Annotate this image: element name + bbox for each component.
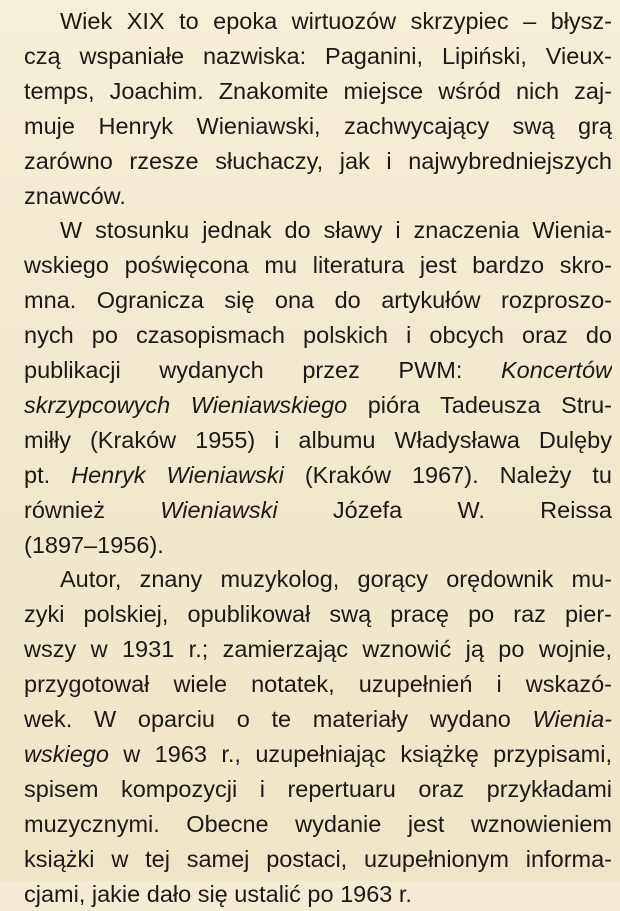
text-segment: wskiego poświęcona mu literatura jest bardzo skro-: [24, 252, 612, 279]
text-line: [24, 842, 612, 876]
text-line: [24, 807, 612, 841]
italic-title: wskiego: [24, 740, 109, 767]
text-line: [24, 493, 612, 527]
italic-title: skrzypcowych Wieniawskiego: [24, 391, 348, 418]
text-segment: znawców.: [24, 182, 126, 209]
text-segment: miłły (Kraków 1955) i albumu Władysława Dulęby: [24, 426, 612, 453]
text-segment: przygotował wiele notatek, uzupełnień i wskazó-: [24, 671, 612, 698]
text-line: [24, 213, 612, 247]
text-segment: nych po czasopismach polskich i obcych oraz do: [24, 322, 612, 349]
text-line: [24, 353, 612, 387]
text-segment: wszy w 1931 r.; zamierzając wznowić ją po wojnie,: [24, 636, 612, 663]
text-line: [24, 4, 612, 38]
text-segment: W stosunku jednak do sławy i znaczenia Wienia-: [60, 217, 612, 244]
text-segment: również: [24, 496, 161, 523]
text-segment: książki w tej samej postaci, uzupełnionym informa-: [24, 845, 612, 872]
text-line: [24, 109, 612, 143]
text-segment: pióra Tadeusza Stru-: [347, 391, 612, 418]
text-segment: muzycznymi. Obecne wydanie jest wznowieniem: [24, 810, 612, 837]
text-line: [24, 458, 612, 492]
italic-title: Wienia-: [532, 706, 612, 732]
text-line: [24, 877, 612, 911]
text-line: [24, 388, 612, 422]
italic-title: Henryk Wieniawski: [71, 461, 284, 488]
text-line: [24, 423, 612, 457]
text-segment: w 1963 r., uzupełniając książkę przypisami,: [108, 740, 612, 767]
text-line: [24, 562, 612, 596]
text-line: [24, 318, 612, 352]
text-line: [24, 702, 612, 736]
text-segment: (Kraków 1967). Należy tu: [283, 461, 612, 488]
text-line: [24, 737, 612, 771]
text-segment: wek. W oparciu o te materiały wydano: [24, 706, 533, 732]
text-segment: czą wspaniałe nazwiska: Paganini, Lipiński, Vieux-: [24, 42, 612, 69]
text-line: [24, 179, 612, 213]
text-line: [24, 39, 612, 73]
text-segment: zyki polskiej, opublikował swą pracę po raz pier-: [24, 601, 612, 628]
text-segment: Wiek XIX to epoka wirtuozów skrzypiec – błysz-: [60, 8, 612, 34]
text-segment: spisem kompozycji i repertuaru oraz przykładami: [24, 775, 612, 802]
text-line: [24, 667, 612, 701]
text-segment: temps, Joachim. Znakomite miejsce wśród nich zaj-: [24, 77, 612, 104]
text-line: [24, 283, 612, 317]
text-segment: Autor, znany muzykolog, gorący orędownik mu-: [60, 566, 612, 593]
text-line: [24, 528, 612, 562]
italic-title: Wieniawski: [160, 496, 278, 523]
text-segment: pt.: [24, 461, 72, 488]
text-segment: zarówno rzesze słuchaczy, jak i najwybredniejszych: [24, 147, 612, 174]
text-segment: (1897–1956).: [24, 531, 164, 558]
text-segment: mna. Ogranicza się ona do artykułów rozproszo-: [24, 287, 612, 314]
text-segment: cjami, jakie dało się ustalić po 1963 r.: [24, 880, 412, 907]
text-segment: muje Henryk Wieniawski, zachwycający swą grą: [24, 112, 612, 139]
text-line: [24, 632, 612, 666]
text-segment: publikacji wydanych przez PWM:: [24, 357, 501, 383]
text-segment: Józefa W. Reissa: [277, 496, 612, 523]
text-line: [24, 74, 612, 108]
text-line: [24, 597, 612, 631]
italic-title: Koncertów: [500, 357, 612, 383]
text-line: [24, 772, 612, 806]
text-line: [24, 248, 612, 282]
text-line: [24, 144, 612, 178]
